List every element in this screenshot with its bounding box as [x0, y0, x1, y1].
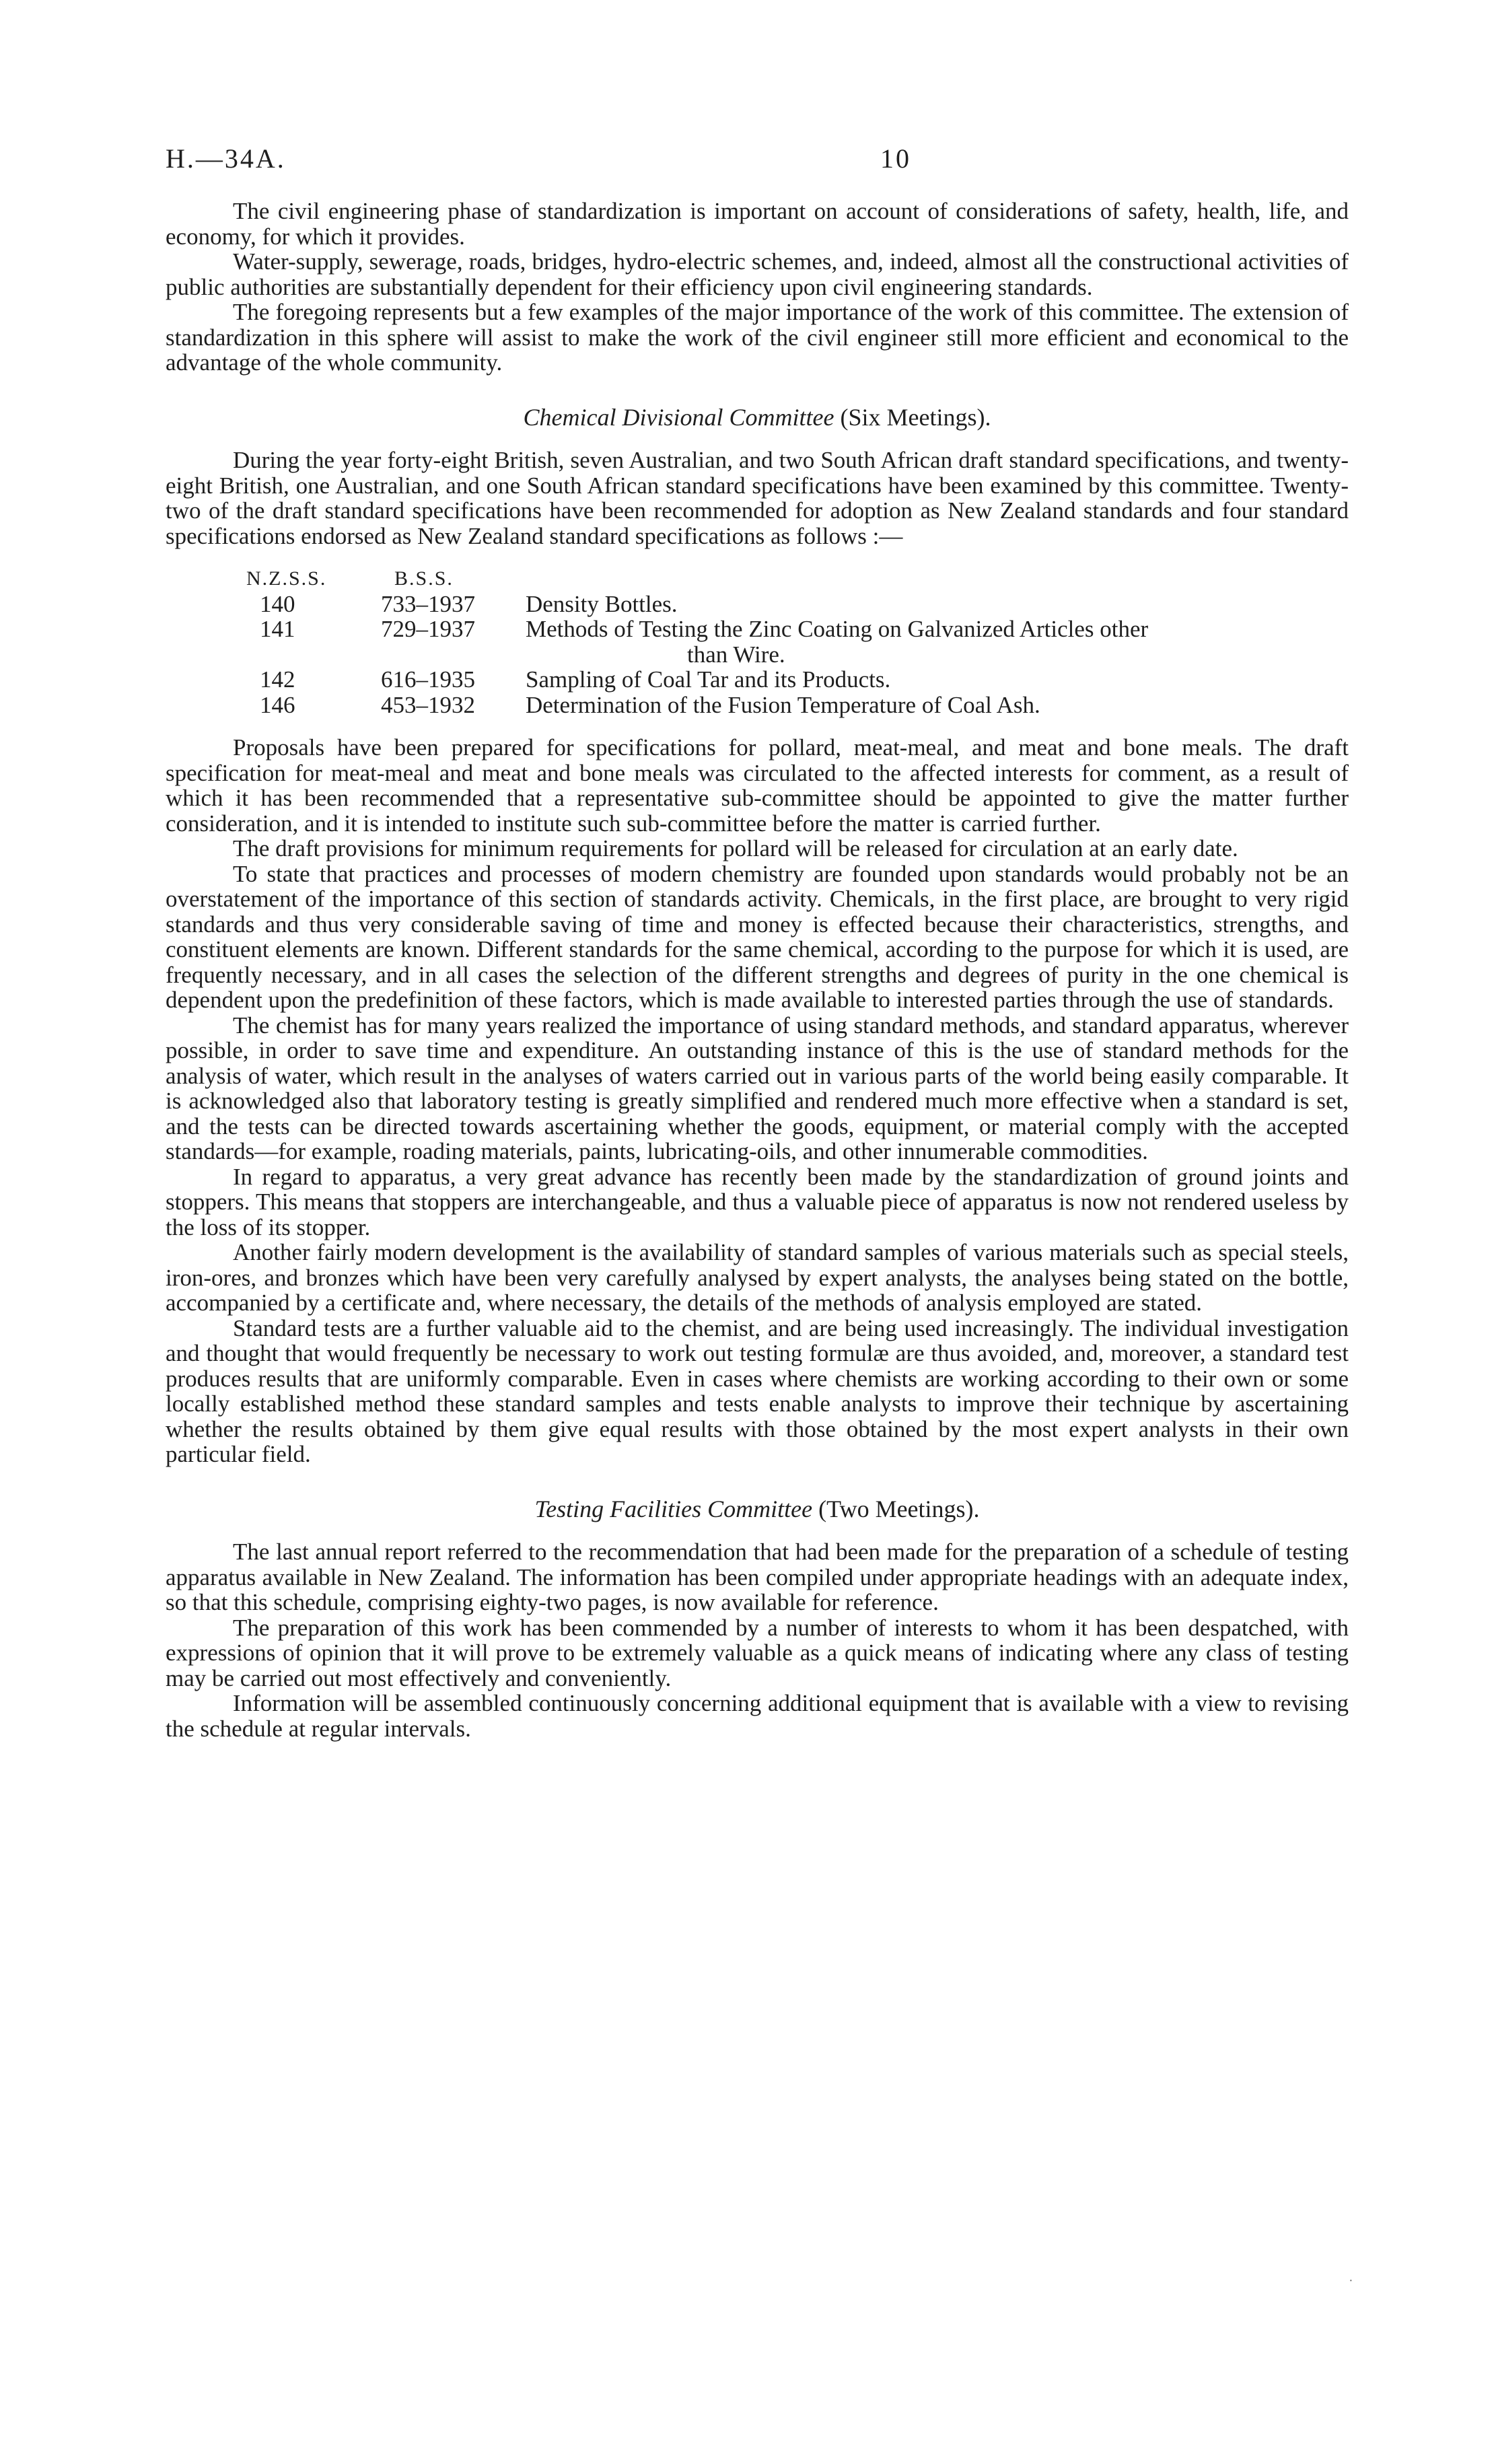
table-row: [166, 693, 1349, 718]
page-number: 10: [880, 143, 911, 174]
nzss-number: 142: [260, 666, 295, 693]
meetings-count: (Two Meetings).: [818, 1495, 980, 1522]
table-header: [166, 566, 1349, 592]
specification-table: [166, 566, 1349, 717]
table-row: [166, 617, 1349, 667]
nzss-number: 140: [260, 590, 295, 617]
committee-name: Chemical Divisional Committee: [523, 403, 834, 431]
document-body: [166, 199, 1349, 1741]
paragraph: Another fairly modern development is the availability of standard samples of various materials such as special steels, iron-ores, and bronzes which have been very carefully analysed by expert analysts, the analyses being stated on the bottle, accompanied by a certificate and, where necessary, the details of the methods of analysis employed are stated.: [166, 1239, 1349, 1316]
paragraph: The foregoing represents but a few examples of the major importance of the work of this committee. The extension of standardization in this sphere will assist to make the work of the civil engineer still more efficient and economical to the advantage of the whole community.: [166, 299, 1349, 376]
column-header-bss: B.S.S.: [394, 567, 454, 590]
section-heading-chemical: [166, 405, 1349, 431]
spec-title: [526, 617, 1349, 667]
committee-name: Testing Facilities Committee: [534, 1495, 813, 1522]
paragraph: In regard to apparatus, a very great advance has recently been made by the standardization of ground joints and stoppers. This means that stoppers are interchangeable, and thus a valuable piece of apparatus is now not rendered useless by the loss of its stopper.: [166, 1163, 1349, 1240]
spec-title-text: Determination of the Fusion Temperature of Coal Ash.: [526, 691, 1040, 718]
spec-title: [526, 592, 1349, 617]
paragraph: The chemist has for many years realized the importance of using standard methods, and standard apparatus, wherever possible, in order to save time and expenditure. An outstanding instance of this is the use of standard methods for the analysis of water, which result in the analyses of waters carried out in various parts of the world being easily comparable. It is acknowledged also that laboratory testing is greatly simplified and rendered much more effective when a standard is set, and the tests can be directed towards ascertaining whether the goods, equipment, or material comply with the accepted standards—for example, roading materials, paints, lubricating-oils, and other innumerable commodities.: [166, 1012, 1349, 1164]
spec-title-text: Methods of Testing the Zinc Coating on Galvanized Articles other: [526, 616, 1149, 642]
meetings-count: (Six Meetings).: [840, 403, 991, 431]
bss-number: 616–1935: [381, 666, 475, 693]
spec-title-continuation: than Wire.: [687, 641, 785, 668]
paragraph: The last annual report referred to the recommendation that had been made for the preparation of a schedule of testing apparatus available in New Zealand. The information has been compiled under appropriate headings with an adequate index, so that this schedule, comprising eighty-two pages, is now available for reference.: [166, 1539, 1349, 1615]
paragraph: The draft provisions for minimum requirements for pollard will be released for circulation at an early date.: [233, 835, 1238, 861]
table-row: [166, 592, 1349, 617]
scan-mark: ·: [1349, 2274, 1353, 2288]
table-row: [166, 667, 1349, 693]
nzss-number: 146: [260, 691, 295, 718]
column-header-nzss: N.Z.S.S.: [246, 567, 327, 590]
paragraph: Proposals have been prepared for specifications for pollard, meat-meal, and meat and bone meals. The draft specification for meat-meal and meat and bone meals was circulated to the affected interests for comment, as a result of which it has been recommended that a representative sub-committee should be appointed to give the matter further consideration, and it is intended to institute such sub-committee before the matter is carried further.: [166, 734, 1349, 837]
bss-number: 729–1937: [381, 616, 475, 642]
spec-title: [526, 693, 1349, 718]
bss-number: 453–1932: [381, 691, 475, 718]
bss-number: 733–1937: [381, 590, 475, 617]
page-header: [166, 143, 1349, 183]
paragraph: The civil engineering phase of standardization is important on account of considerations of safety, health, life, and economy, for which it provides.: [166, 198, 1349, 250]
nzss-number: 141: [260, 616, 295, 642]
paragraph: Standard tests are a further valuable aid to the chemist, and are being used increasingly. The individual investigation and thought that would frequently be necessary to work out testing formulæ are thus avoided, and, moreover, a standard test produces results that are uniformly comparable. Even in cases where chemists are working according to their own or some locally established method these standard samples and tests enable analysts to improve their technique by ascertaining whether the results obtained by them give equal results with those obtained by the most expert analysts in their own particular field.: [166, 1314, 1349, 1467]
spec-title-text: Sampling of Coal Tar and its Products.: [526, 666, 891, 693]
paragraph: Information will be assembled continuously concerning additional equipment that is available with a view to revising the schedule at regular intervals.: [166, 1690, 1349, 1742]
spec-title: [526, 667, 1349, 693]
paragraph: During the year forty-eight British, seven Australian, and two South African draft standard specifications, and twenty-eight British, one Australian, and one South African standard specifications have been examined by this committee. Twenty-two of the draft standard specifications have been recommended for adoption as New Zealand standards and four standard specifications endorsed as New Zealand standard specifications as follows :—: [166, 447, 1349, 549]
document-reference: H.—34A.: [166, 143, 286, 174]
paragraph: To state that practices and processes of modern chemistry are founded upon standards would probably not be an overstatement of the importance of this section of standards activity. Chemicals, in the first place, are brought to very rigid standards and thus very considerable saving of time and money is effected because their characteristics, strengths, and constituent elements are known. Different standards for the same chemical, according to the purpose for which it is used, are frequently necessary, and in all cases the selection of the different strengths and degrees of purity in the one chemical is dependent upon the predefinition of these factors, which is made available to interested parties through the use of standards.: [166, 860, 1349, 1013]
spec-title-text: Density Bottles.: [526, 590, 678, 617]
section-heading-testing: [166, 1497, 1349, 1522]
paragraph: The preparation of this work has been commended by a number of interests to whom it has been despatched, with expressions of opinion that it will prove to be extremely valuable as a quick means of indicating where any class of testing may be carried out most effectively and conveniently.: [166, 1614, 1349, 1691]
paragraph: Water-supply, sewerage, roads, bridges, hydro-electric schemes, and, indeed, almost all the constructional activities of public authorities are substantially dependent for their efficiency upon civil engineering standards.: [166, 248, 1349, 300]
